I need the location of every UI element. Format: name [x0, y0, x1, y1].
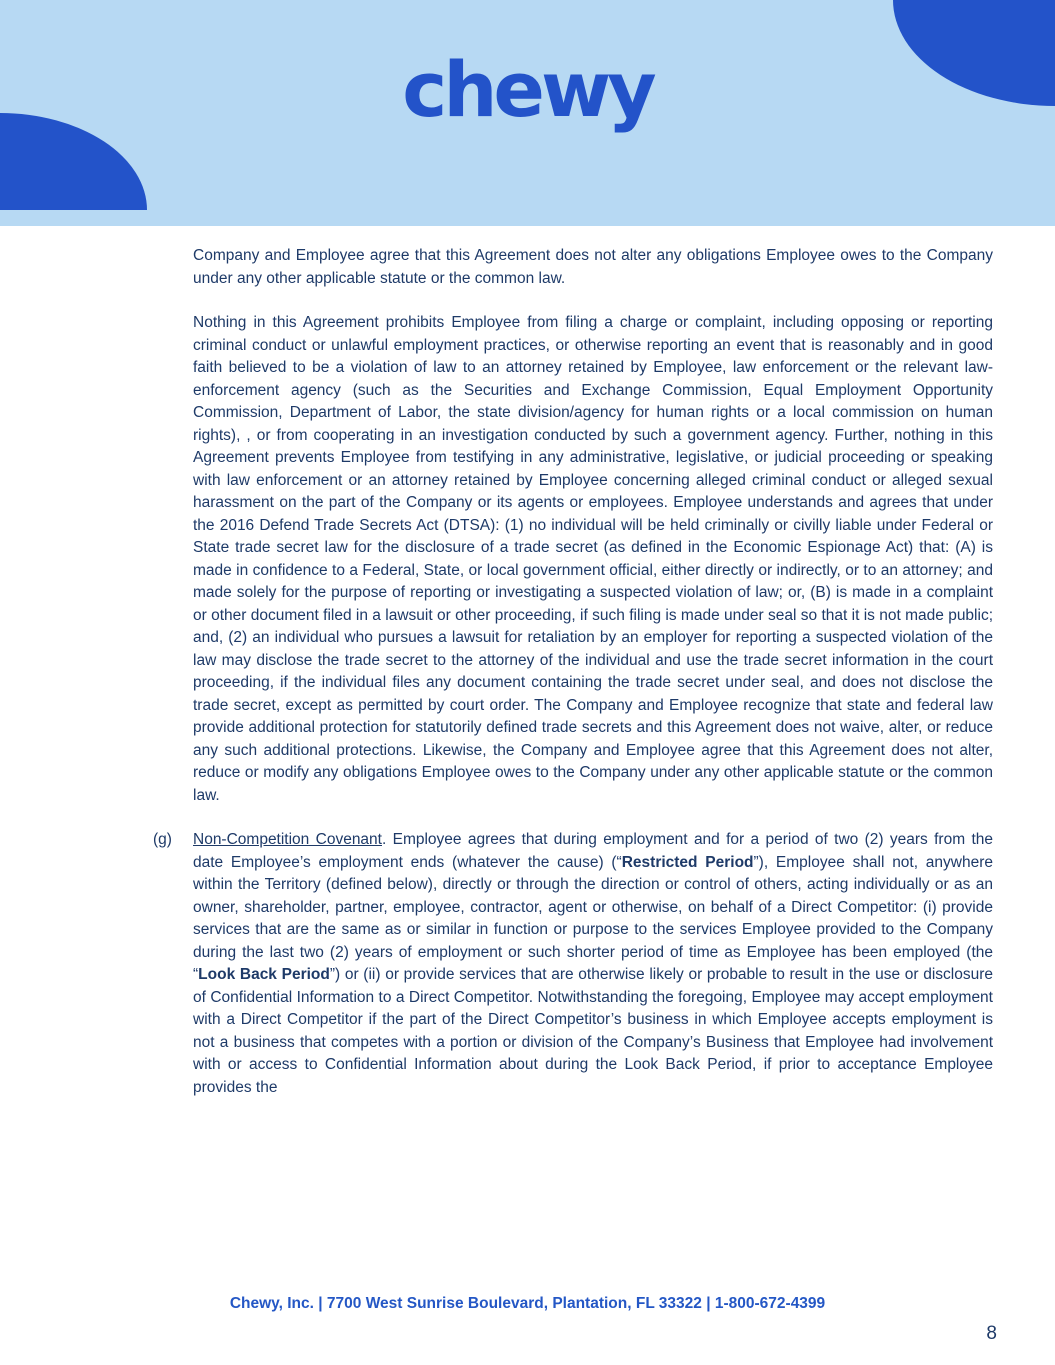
clause-g-label: (g): [153, 831, 172, 848]
paragraph-whistleblower-dtsa: Nothing in this Agreement prohibits Employee from filing a charge or complaint, including opposing or reporting criminal conduct or unlawful employment practices, or otherwise reporting an event that is reasonably and in good faith believed to be a violation of law to an attorney retained by Employee, law enforcement or the relevant law-enforcement agency (such as the Securities and Exchange Commission, Equal Employment Opportunity Commission, Department of Labor, the state division/agency for human rights or a local commission on human rights), , or from cooperating in an investigation conducted by such a government agency. Further, nothing in this Agreement prevents Employee from testifying in any administrative, legislative, or judicial proceeding or speaking with law enforcement or an attorney retained by Employee concerning alleged criminal conduct or alleged sexual harassment on the part of the Company or its agents or employees. Employee understands and agrees that under the 2016 Defend Trade Secrets Act (DTSA): (1) no individual will be held criminally or civilly liable under Federal or State trade secret law for the disclosure of a trade secret (as defined in the Economic Espionage Act) that: (A) is made in confidence to a Federal, State, or local government official, either directly or indirectly, or to an attorney; and made solely for the purpose of reporting or investigating a suspected violation of law; or, (B) is made in a complaint or other document filed in a lawsuit or other proceeding, if such filing is made under seal so that it is not made public; and, (2) an individual who pursues a lawsuit for retaliation by an employer for reporting a suspected violation of the law may disclose the trade secret to the attorney of the individual and use the trade secret information in the court proceeding, if the individual files any document containing the trade secret under seal, and does not disclose the trade secret, except as permitted by court order. The Company and Employee recognize that state and federal law provide additional protection for statutorily defined trade secrets and this Agreement does not waive, alter, or reduce any such additional protections. Likewise, the Company and Employee agree that this Agreement does not alter, reduce or modify any obligations Employee owes to the Company under any other applicable statute or the common law.: [193, 314, 993, 804]
footer-address: Chewy, Inc. | 7700 West Sunrise Boulevard, Plantation, FL 33322 | 1-800-672-4399: [229, 1295, 826, 1312]
page-number: 8: [986, 1323, 997, 1344]
document-body: [0, 226, 1055, 1099]
paragraph-obligations: Company and Employee agree that this Agreement does not alter any obligations Employee owes to the Company under any other applicable statute or the common law.: [193, 247, 993, 287]
clause-g: [153, 829, 993, 1099]
chewy-logo: chewy: [402, 45, 653, 134]
clause-g-text: Non-Competition Covenant. Employee agrees that during employment and for a period of two (2) years from the date Employee’s employment ends (whatever the cause) (“Restricted Period”), Employee shall not, anywhere within the Territory (defined below), directly or through the direction or control of others, acting individually or as an owner, shareholder, partner, employee, contractor, agent or otherwise, on behalf of a Direct Competitor: (i) provide services that are the same as or similar in function or purpose to the services Employee provided to the Company during the last two (2) years of employment or such shorter period of time as Employee has been employed (the “Look Back Period”) or (ii) or provide services that are otherwise likely or probable to result in the use or disclosure of Confidential Information to a Direct Competitor. Notwithstanding the foregoing, Employee may accept employment with a Direct Competitor if the part of the Direct Competitor’s business in which Employee accepts employment is not a business that competes with a portion or division of the Company’s Business that Employee had involvement with or access to Confidential Information about during the Look Back Period, if prior to acceptance Employee provides the: [193, 831, 993, 1096]
page-header: [0, 0, 1055, 226]
